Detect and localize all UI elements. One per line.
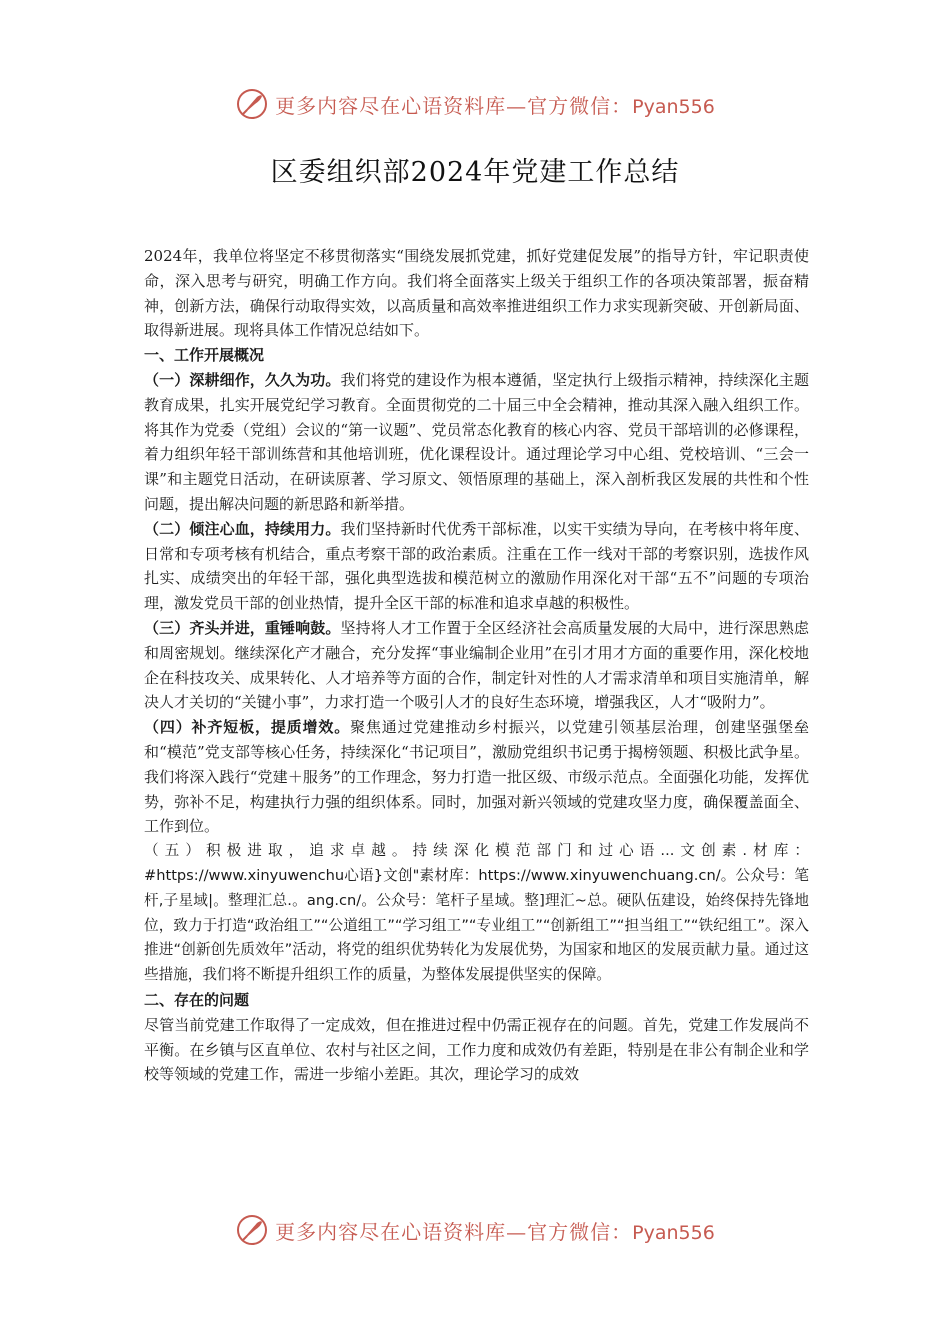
banner-text: 更多内容尽在心语资料库—官方微信：Pyan556 xyxy=(275,93,715,118)
item-paragraph-1 xyxy=(144,368,809,517)
item-lead-3: （三）齐头并进，重锤响鼓。 xyxy=(144,618,341,637)
section-heading-2: 二、存在的问题 xyxy=(144,990,250,1009)
footer-watermark-banner xyxy=(0,1208,950,1252)
quill-logo-icon xyxy=(235,1213,269,1247)
document-body xyxy=(144,244,809,1087)
section2-paragraph: 尽管当前党建工作取得了一定成效，但在推进过程中仍需正视存在的问题。首先，党建工作发展尚不平衡。在乡镇与区直单位、农村与社区之间，工作力度和成效仍有差距，特别是在非公有制企业和学校等领域的党建工作，需进一步缩小差距。其次，理论学习的成效 xyxy=(144,1015,809,1084)
quill-logo-icon xyxy=(235,87,269,121)
banner-brand: Pyan556 xyxy=(632,95,715,118)
item-text-3: 坚持将人才工作置于全区经济社会高质量发展的大局中，进行深思熟虑和周密规划。继续深化产才融合，充分发挥“事业编制企业用”在引才用才方面的重要作用，深化校地企在科技攻关、成果转化、人才培养等方面的合作，制定针对性的人才需求清单和项目实施清单，解决人才关切的“关键小事”，力求打造一个吸引人才的良好生态环境，增强我区，人才“吸附力”。 xyxy=(144,618,809,712)
section-heading-1: 一、工作开展概况 xyxy=(144,346,265,365)
item-text-4: 聚焦通过党建推动乡村振兴，以党建引领基层治理，创建坚强堡垒和“模范”党支部等核心任务，持续深化“书记项目”，激励党组织书记勇于揭榜领题、积极比武争星。我们将深入践行“党建＋服务”的工作理念，努力打造一批区级、市级示范点。全面强化功能，发挥优势，弥补不足，构建执行力强的组织体系。同时，加强对新兴领域的党建攻坚力度，确保覆盖面全、工作到位。 xyxy=(144,718,809,836)
intro-paragraph: 2024年，我单位将坚定不移贯彻落实“围绕发展抓党建，抓好党建促发展”的指导方针，牢记职责使命，深入思考与研究，明确工作方向。我们将全面落实上级关于组织工作的各项决策部署，振奋精神，创新方法，确保行动取得实效，以高质量和高效率推进组织工作力求实现新突破、开创新局面、取得新进展。现将具体工作情况总结如下。 xyxy=(144,247,809,340)
item-text-2: 我们坚持新时代优秀干部标准，以实干实绩为导向，在考核中将年度、日常和专项考核有机结合，重点考察干部的政治素质。注重在工作一线对干部的考察识别，选拔作风扎实、成绩突出的年轻干部，强化典型选拔和模范树立的激励作用深化对干部“五不”问题的专项治理，激发党员干部的创业热情，提升全区干部的标准和追求卓越的积极性。 xyxy=(144,519,809,613)
item-lead-4: （四）补齐短板，提质增效。 xyxy=(144,718,351,737)
item-paragraph-3 xyxy=(144,616,809,715)
item-lead-1: （一）深耕细作，久久为功。 xyxy=(144,370,341,389)
document-title: 区委组织部2024年党建工作总结 xyxy=(270,157,680,188)
banner-text: 更多内容尽在心语资料库—官方微信：Pyan556 xyxy=(275,1219,715,1244)
item-lead-2: （二）倾注心血，持续用力。 xyxy=(144,519,341,538)
item-paragraph-4 xyxy=(144,715,809,839)
item-paragraph-2 xyxy=(144,517,809,616)
header-watermark-banner xyxy=(0,82,950,126)
item-paragraph-5: （五）积极进取，追求卓越。持续深化模范部门和过心语...文创素.材库：#https://www.xinyuwenchu心语}文创"素材库：https://www.xinyuwenchuang.cn/。公众号：笔杆,子星域|。整理汇总.。ang.cn/。公众号：笔杆子星域。整]理汇~总。硬队伍建设，始终保持先锋地位，致力于打造“政治组工”“公道组工”“学习组工”“专业组工”“创新组工”“担当组工”“铁纪组工”。深入推进“创新创先质效年”活动，将党的组织优势转化为发展优势，为国家和地区的发展贡献力量。通过这些措施，我们将不断提升组织工作的质量，为整体发展提供坚实的保障。 xyxy=(144,842,809,984)
item-text-1: 我们将党的建设作为根本遵循，坚定执行上级指示精神，持续深化主题教育成果，扎实开展党纪学习教育。全面贯彻党的二十届三中全会精神，推动其深入融入组织工作。将其作为党委（党组）会议的“第一议题”、党员常态化教育的核心内容、党员干部培训的必修课程，着力组织年轻干部训练营和其他培训班，优化课程设计。通过理论学习中心组、党校培训、“三会一课”和主题党日活动，在研读原著、学习原文、领悟原理的基础上，深入剖析我区发展的共性和个性问题，提出解决问题的新思路和新举措。 xyxy=(144,370,809,513)
banner-brand: Pyan556 xyxy=(632,1221,715,1244)
